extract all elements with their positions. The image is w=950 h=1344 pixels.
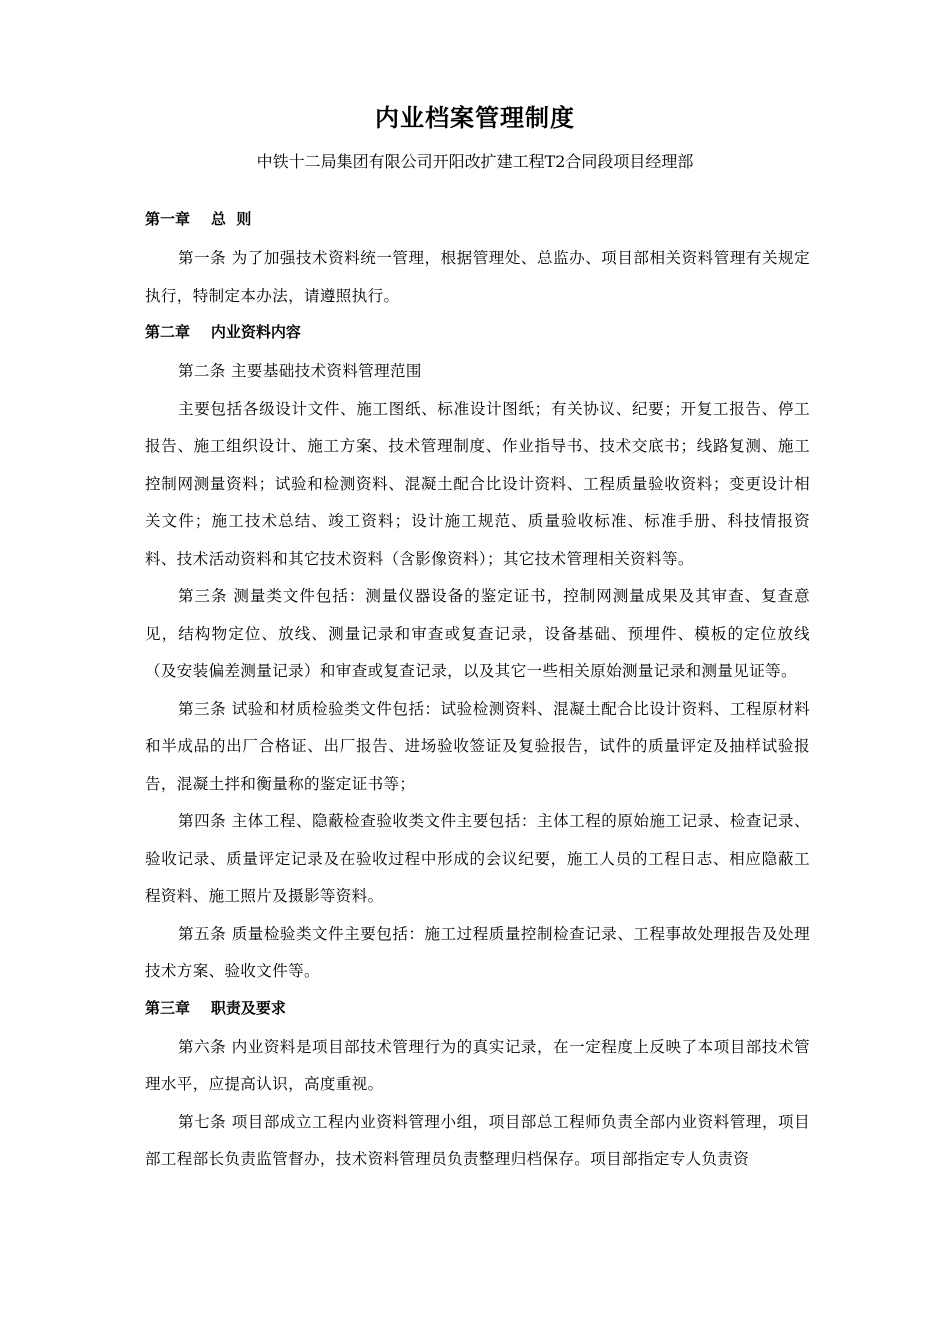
- chapter-3-heading: 第三章 职责及要求: [145, 998, 286, 1017]
- article-6: 第六条 内业资料是项目部技术管理行为的真实记录，在一定程度上反映了本项目部技术管理水平，应提高认识，高度重视。: [145, 1037, 810, 1093]
- article-1: 第一条 为了加强技术资料统一管理，根据管理处、总监办、项目部相关资料管理有关规定执行，特制定本办法，请遵照执行。: [145, 249, 810, 305]
- document-subtitle: 中铁十二局集团有限公司开阳改扩建工程T2合同段项目经理部: [256, 152, 694, 171]
- document-body: [145, 204, 810, 1179]
- article-3-survey: 第三条 测量类文件包括：测量仪器设备的鉴定证书，控制网测量成果及其审查、复查意见，结构物定位、放线、测量记录和审查或复查记录，设备基础、预埋件、模板的定位放线（及安装偏差测量记录）和审查或复查记录，以及其它一些相关原始测量记录和测量见证等。: [145, 587, 810, 680]
- article-4: 第四条 主体工程、隐蔽检查验收类文件主要包括：主体工程的原始施工记录、检查记录、验收记录、质量评定记录及在验收过程中形成的会议纪要，施工人员的工程日志、相应隐蔽工程资料、施工照片及摄影等资料。: [145, 812, 810, 905]
- article-2: 第二条 主要基础技术资料管理范围: [178, 362, 422, 380]
- article-7: 第七条 项目部成立工程内业资料管理小组，项目部总工程师负责全部内业资料管理，项目部工程部长负责监管督办，技术资料管理员负责整理归档保存。项目部指定专人负责资: [145, 1112, 810, 1168]
- chapter-1-heading: 第一章 总 则: [145, 210, 252, 228]
- document-title: 内业档案管理制度: [375, 104, 575, 132]
- chapter-2-heading: 第二章 内业资料内容: [145, 323, 301, 341]
- article-2-body: 主要包括各级设计文件、施工图纸、标准设计图纸；有关协议、纪要；开复工报告、停工报告、施工组织设计、施工方案、技术管理制度、作业指导书、技术交底书；线路复测、施工控制网测量资料；试验和检测资料、混凝土配合比设计资料、工程质量验收资料；变更设计相关文件；施工技术总结、竣工资料；设计施工规范、质量验收标准、标准手册、科技情报资料、技术活动资料和其它技术资料（含影像资料）；其它技术管理相关资料等。: [145, 399, 810, 568]
- article-5: 第五条 质量检验类文件主要包括：施工过程质量控制检查记录、工程事故处理报告及处理技术方案、验收文件等。: [145, 924, 810, 980]
- article-3-testing: 第三条 试验和材质检验类文件包括：试验检测资料、混凝土配合比设计资料、工程原材料和半成品的出厂合格证、出厂报告、进场验收签证及复验报告，试件的质量评定及抽样试验报告，混凝土拌和衡量称的鉴定证书等；: [145, 699, 810, 793]
